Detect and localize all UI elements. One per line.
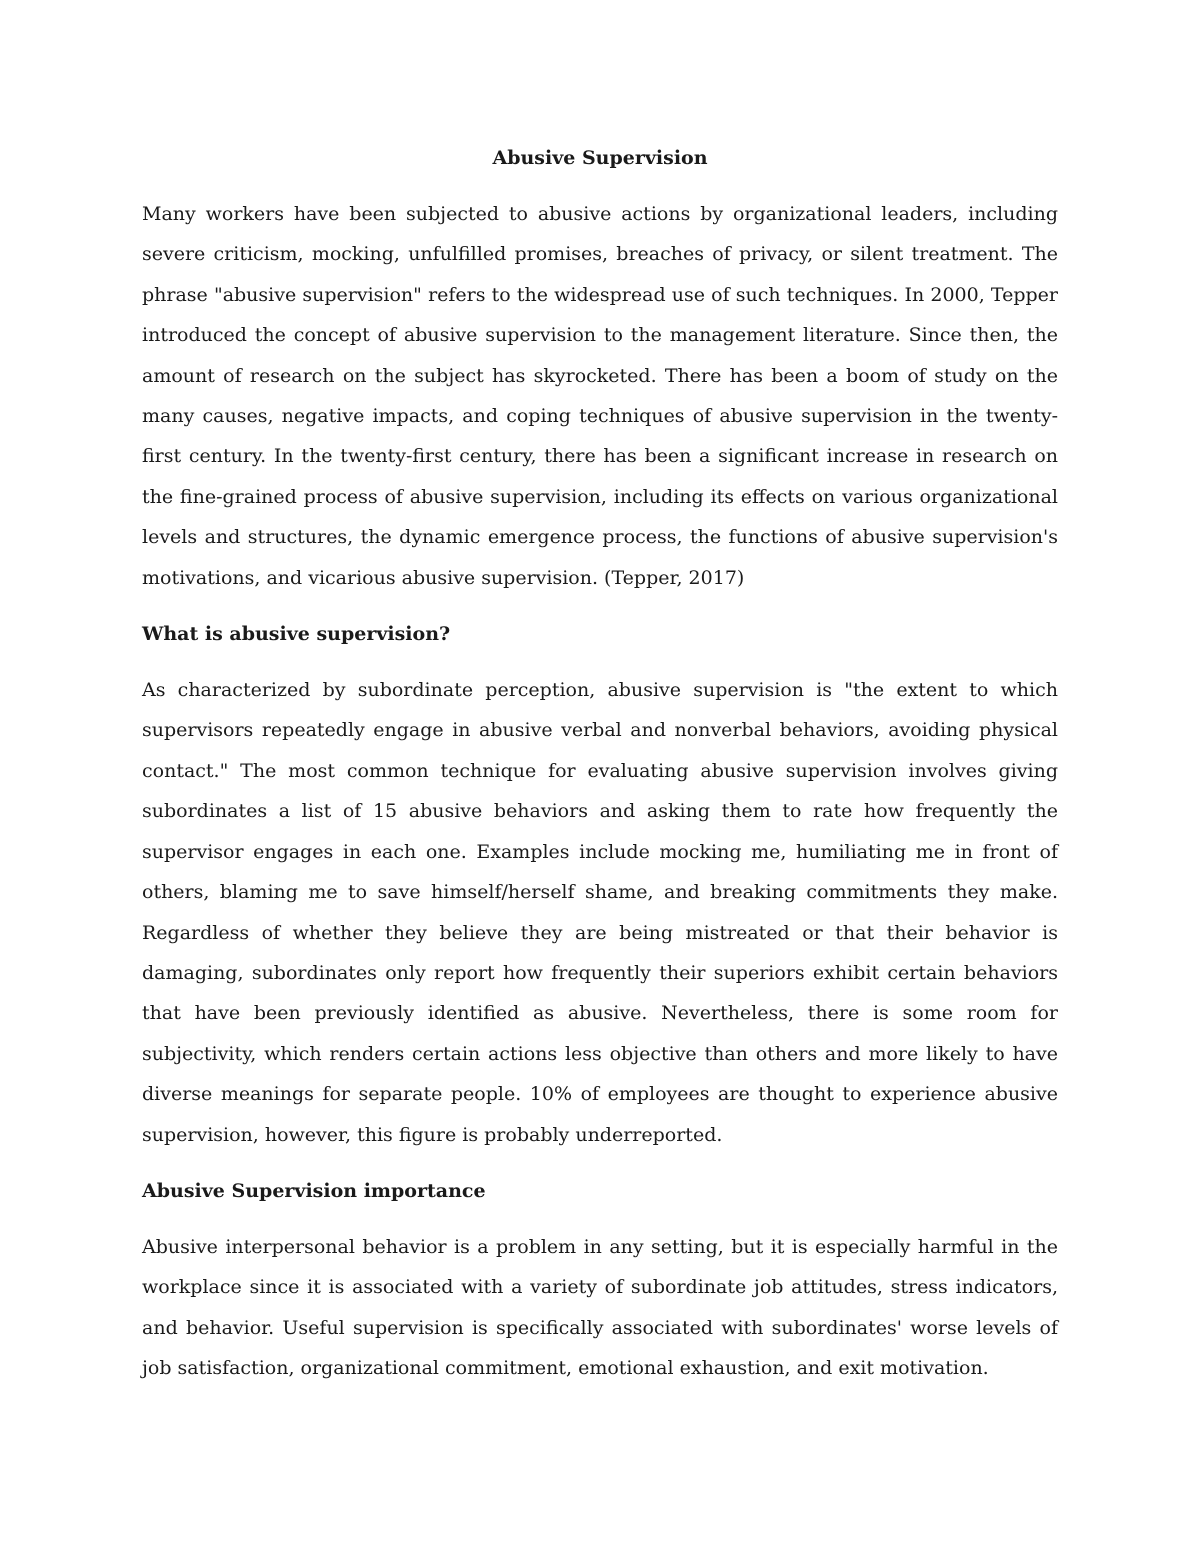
section-heading-importance: Abusive Supervision importance bbox=[142, 1179, 486, 1202]
section-heading-what-is-abusive-supervision: What is abusive supervision? bbox=[142, 623, 451, 646]
document-title: Abusive Supervision bbox=[492, 147, 708, 169]
intro-paragraph: Many workers have been subjected to abusive actions by organizational leaders, including severe criticism, mocking, unfulfilled promises, breaches of privacy, or silent treatment. The phrase "abusive supervision" refers to the widespread use of such techniques. In 2000, Tepper introduced the concept of abusive supervision to the management literature. Since then, the amount of research on the subject has skyrocketed. There has been a boom of study on the many causes, negative impacts, and coping techniques of abusive supervision in the twenty-first century. In the twenty-first century, there has been a significant increase in research on the fine-grained process of abusive supervision, including its effects on various organizational levels and structures, the dynamic emergence process, the functions of abusive supervision's motivations, and vicarious abusive supervision. (Tepper, 2017) bbox=[142, 203, 1058, 589]
document-page bbox=[142, 138, 1058, 1405]
section-paragraph-importance: Abusive interpersonal behavior is a problem in any setting, but it is especially harmful in the workplace since it is associated with a variety of subordinate job attitudes, stress indicators, and behavior. Useful supervision is specifically associated with subordinates' worse levels of job satisfaction, organizational commitment, emotional exhaustion, and exit motivation. bbox=[142, 1235, 1058, 1380]
section-paragraph-definition: As characterized by subordinate perception, abusive supervision is "the extent to which supervisors repeatedly engage in abusive verbal and nonverbal behaviors, avoiding physical contact." The most common technique for evaluating abusive supervision involves giving subordinates a list of 15 abusive behaviors and asking them to rate how frequently the supervisor engages in each one. Examples include mocking me, humiliating me in front of others, blaming me to save himself/herself shame, and breaking commitments they make. Regardless of whether they believe they are being mistreated or that their behavior is damaging, subordinates only report how frequently their superiors exhibit certain behaviors that have been previously identified as abusive. Nevertheless, there is some room for subjectivity, which renders certain actions less objective than others and more likely to have diverse meanings for separate people. 10% of employees are thought to experience abusive supervision, however, this figure is probably underreported. bbox=[142, 679, 1058, 1146]
